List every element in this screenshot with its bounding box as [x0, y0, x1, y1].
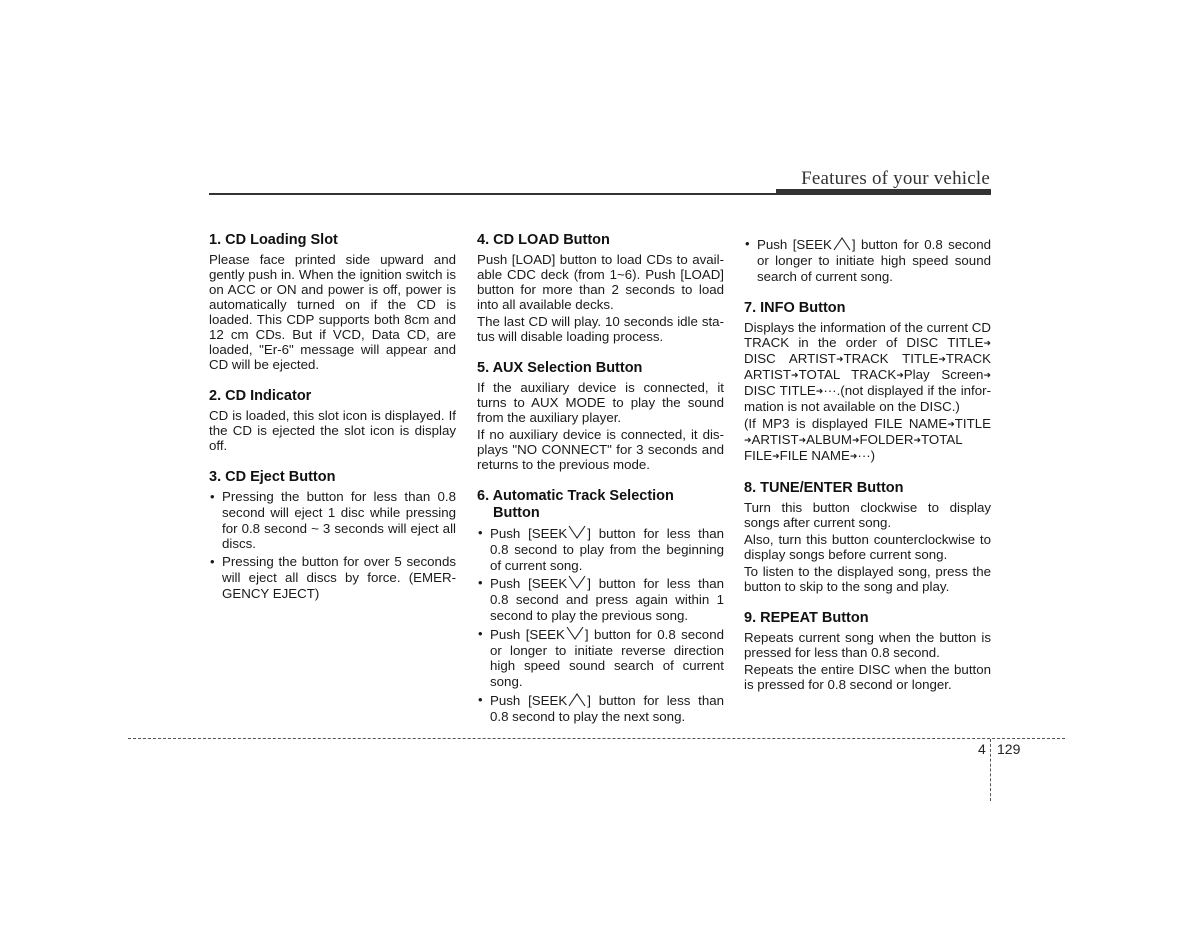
section-title-repeat: 9. REPEAT Button	[744, 610, 869, 627]
section-text-cd-loading-slot: Please face printed side upward and gently push in. When the ignition switch is on ACC or ON and power is off, power is automatically turned on if the CD is loaded. This CDP supports both 8cm and 12 cm CDs. But if VCD, Data CD, are loaded, "Er-6" message will appear and CD will be ejected.	[209, 252, 456, 372]
section-text-cd-indicator: CD is loaded, this slot icon is displayed. If the CD is ejected the slot icon is display off.	[209, 408, 456, 453]
info-seq-text: TRACK TITLE	[843, 351, 939, 367]
info-seq-text: ALBUM	[806, 432, 852, 448]
right-arrow-icon: ➜	[983, 338, 991, 349]
list-item	[477, 525, 724, 573]
seek-open: Push [SEEK	[490, 526, 568, 541]
right-arrow-icon: ➜	[815, 386, 824, 397]
list-item	[477, 626, 724, 690]
seek-tail: ] button for 0.8 second or longer to initiate reverse direction high speed sound search of current song.	[490, 626, 724, 690]
footer-rule	[128, 738, 1065, 739]
section-text-aux-2: If no auxiliary device is connected, it dis-plays "NO CONNECT" for 3 seconds and returns to the previous mode.	[477, 427, 724, 472]
section-text-tune-2: Also, turn this button counterclockwise to display songs before current song.	[744, 532, 991, 563]
section-title-tune-enter: 8. TUNE/ENTER Button	[744, 480, 904, 497]
section-text-tune-1: Turn this button clockwise to display songs after current song.	[744, 500, 991, 531]
info-seq-text: DISC ARTIST	[744, 351, 836, 367]
right-arrow-icon: ➜	[798, 435, 807, 446]
seek-open: Push [SEEK	[490, 692, 568, 708]
track-selection-list	[477, 525, 724, 725]
seek-open: Push [SEEK	[490, 626, 565, 642]
right-arrow-icon: ➜	[947, 419, 955, 430]
section-title-cd-load: 4. CD LOAD Button	[477, 232, 610, 248]
page-number: 129	[997, 741, 1021, 757]
list-item	[744, 236, 991, 284]
info-seq-text: DISC TITLE	[744, 383, 816, 399]
right-arrow-icon: ➜	[772, 451, 780, 462]
chevron-down-icon	[568, 525, 586, 540]
section-text-repeat-2: Repeats the entire DISC when the button is pressed for 0.8 second or longer.	[744, 662, 991, 693]
section-text-cd-load-1: Push [LOAD] button to load CDs to avail-able CDC deck (from 1~6). Push [LOAD] button for more than 2 seconds to load into all available decks.	[477, 252, 724, 312]
seek-open: Push [SEEK	[490, 576, 568, 592]
seek-open: Push [SEEK	[757, 237, 832, 252]
seek-tail: ] button for 0.8 second or longer to initiate high speed sound search of current song.	[757, 237, 991, 284]
info-seq-text: Play Screen	[903, 367, 984, 383]
column-2	[477, 232, 724, 727]
column-3	[744, 236, 991, 694]
section-title-track-selection: 6. Automatic Track Selection Button	[477, 488, 674, 521]
info-seq-text: ···)	[857, 448, 876, 464]
right-arrow-icon: ➜	[849, 451, 858, 462]
info-seq-text: TOTAL FILE	[744, 432, 963, 464]
info-seq-text: FILE NAME	[779, 448, 850, 464]
footer-vertical-rule	[990, 739, 991, 801]
right-arrow-icon: ➜	[835, 354, 844, 365]
right-arrow-icon: ➜	[983, 370, 991, 381]
info-seq-text: FOLDER	[859, 432, 914, 448]
info-seq-text: Displays the information of the current CD TRACK in the order of DISC TITLE	[744, 320, 991, 351]
section-title-aux: 5. AUX Selection Button	[477, 360, 643, 376]
info-seq-text: ···.(not displayed if the infor-mation is not available on the DISC.)	[744, 383, 991, 415]
seek-tail: ] button for less than 0.8 second to play from the beginning of current song.	[490, 526, 725, 573]
section-text-aux-1: If the auxiliary device is connected, it turns to AUX MODE to play the sound from the auxiliary player.	[477, 380, 724, 425]
right-arrow-icon: ➜	[913, 435, 921, 446]
info-seq-text: (If MP3 is displayed FILE NAME	[744, 416, 948, 432]
section-title-info: 7. INFO Button	[744, 300, 846, 317]
chevron-up-icon	[568, 692, 586, 707]
chevron-down-icon	[568, 575, 586, 590]
section-title-cd-eject: 3. CD Eject Button	[209, 469, 336, 485]
chevron-down-icon	[566, 626, 584, 641]
section-title-cd-indicator: 2. CD Indicator	[209, 388, 312, 404]
right-arrow-icon: ➜	[938, 354, 946, 365]
section-text-tune-3: To listen to the displayed song, press the button to skip to the song and play.	[744, 564, 991, 595]
info-seq-text: TOTAL TRACK	[798, 367, 897, 383]
right-arrow-icon: ➜	[791, 370, 799, 381]
cd-eject-list	[209, 489, 456, 602]
section-text-cd-load-2: The last CD will play. 10 seconds idle sta-tus will disable loading process.	[477, 314, 724, 344]
header-rule-accent	[776, 189, 991, 195]
info-seq-text: ARTIST	[751, 432, 799, 448]
right-arrow-icon: ➜	[896, 370, 904, 381]
list-item: • Pressing the button for less than 0.8 second will eject 1 disc while pressing for 0.8 second ~ 3 seconds will eject all discs.	[209, 489, 456, 552]
column-1	[209, 232, 456, 604]
list-item: • Pressing the button for over 5 seconds will eject all discs by force. (EMER-GENCY EJECT)	[209, 554, 456, 601]
section-text-repeat-1: Repeats current song when the button is pressed for less than 0.8 second.	[744, 630, 991, 661]
section-text-info-2	[744, 416, 991, 464]
list-item	[477, 575, 724, 623]
section-number: 4	[978, 741, 986, 757]
chevron-up-icon	[833, 236, 851, 251]
right-arrow-icon: ➜	[851, 435, 860, 446]
list-item	[477, 692, 724, 725]
section-title-cd-loading-slot: 1. CD Loading Slot	[209, 232, 338, 248]
seek-tail: ] button for less than 0.8 second to play the next song.	[490, 692, 725, 724]
seek-up-list	[744, 236, 991, 284]
right-arrow-icon: ➜	[744, 435, 752, 446]
page-header-title: Features of your vehicle	[801, 168, 990, 189]
info-seq-text: TITLE	[954, 416, 991, 432]
seek-tail: ] button for less than 0.8 second and press again within 1 second to play the previous song.	[490, 576, 725, 623]
info-seq-text: TRACK ARTIST	[744, 351, 991, 383]
section-text-info-1	[744, 320, 991, 414]
